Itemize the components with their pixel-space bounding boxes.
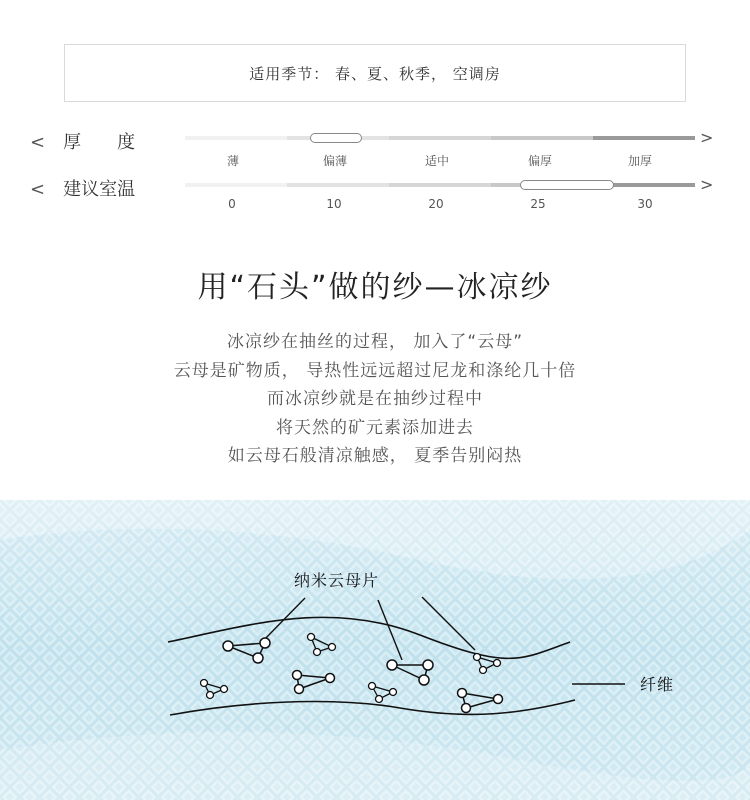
thickness-tick: 适中 <box>424 154 450 168</box>
temperature-thumb[interactable] <box>520 180 614 190</box>
season-info-box <box>64 44 686 102</box>
mica-label: 纳米云母片 <box>294 571 380 590</box>
thickness-tick: 加厚 <box>627 154 653 168</box>
temperature-seg-1 <box>185 183 287 187</box>
thickness-seg-4 <box>491 136 593 140</box>
temperature-seg-3 <box>389 183 491 187</box>
thickness-seg-1 <box>185 136 287 140</box>
temperature-tick: 20 <box>428 197 444 211</box>
description-line: 而冰凉纱就是在抽纱过程中 <box>267 389 483 409</box>
temperature-row-label <box>30 175 135 201</box>
description-line: 将天然的矿元素添加进去 <box>276 417 474 438</box>
thickness-tick: 偏薄 <box>322 154 348 168</box>
thickness-seg-3 <box>389 136 491 140</box>
thickness-label: 厚 度 <box>63 132 136 153</box>
temperature-tick: 25 <box>530 197 546 211</box>
temperature-tick: 30 <box>637 197 653 211</box>
temperature-tick: 0 <box>228 197 236 211</box>
thickness-track[interactable] <box>185 136 695 140</box>
thickness-next-arrow-icon[interactable]: > <box>700 128 714 147</box>
thickness-prev-arrow-icon[interactable]: < <box>30 132 46 153</box>
description-line: 如云母石般清凉触感， 夏季告别闷热 <box>227 446 523 466</box>
temperature-label: 建议室温 <box>63 179 136 200</box>
thickness-thumb[interactable] <box>310 133 362 143</box>
season-text: 适用季节： 春、夏、秋季， 空调房 <box>249 64 501 83</box>
temperature-prev-arrow-icon[interactable]: < <box>30 179 46 200</box>
fabric-diagram <box>0 500 750 800</box>
fabric-texture-svg <box>0 500 750 800</box>
temperature-tick: 10 <box>326 197 342 211</box>
thickness-tick: 偏厚 <box>527 154 553 168</box>
description-line: 冰凉纱在抽丝的过程， 加入了“云母” <box>226 332 524 352</box>
thickness-row-label <box>30 128 135 154</box>
thickness-seg-5 <box>593 136 695 140</box>
temperature-seg-2 <box>287 183 389 187</box>
temperature-track[interactable] <box>185 183 695 187</box>
temperature-next-arrow-icon[interactable]: > <box>700 175 714 194</box>
fiber-label: 纤维 <box>640 675 675 694</box>
description-line: 云母是矿物质， 导热性远远超过尼龙和涤纶几十倍 <box>173 360 577 381</box>
thickness-tick: 薄 <box>226 154 240 168</box>
description-paragraph <box>0 328 750 471</box>
headline: 用“石头”做的纱—冰凉纱 <box>197 270 553 305</box>
